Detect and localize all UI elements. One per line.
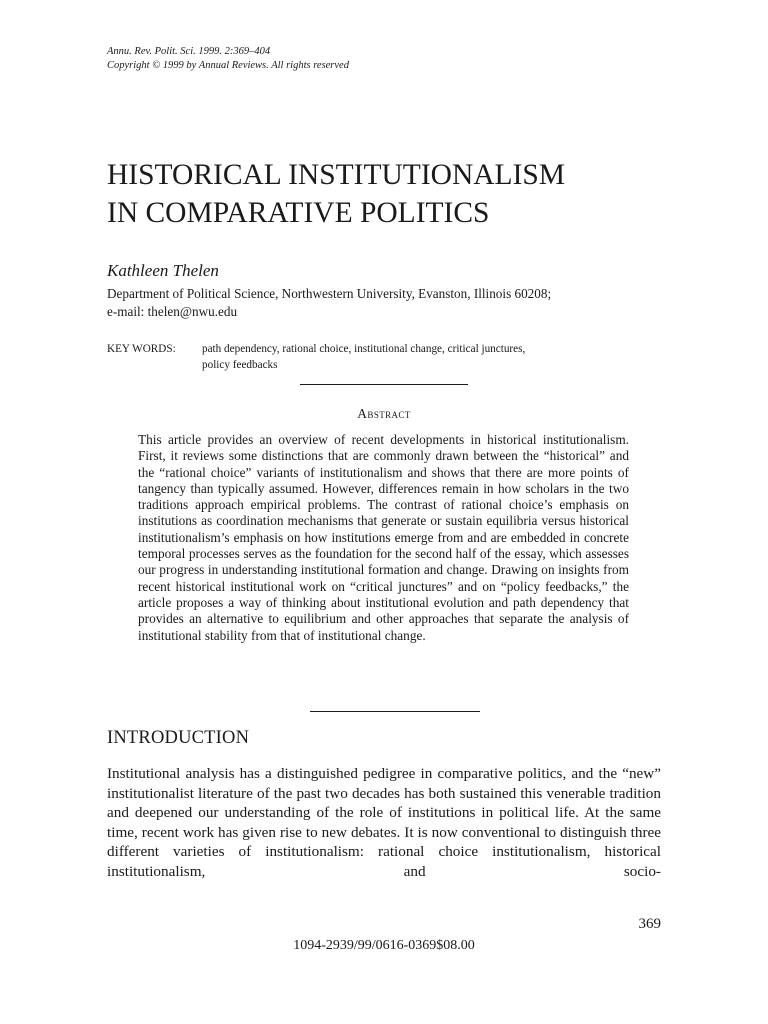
affiliation-line-2: e-mail: thelen@nwu.edu xyxy=(107,304,238,319)
abstract-text: This article provides an overview of recent developments in historical institutionalism. First, it reviews some distinctions that are commonly drawn between the “historical” and the “rational choice” variants of institutionalism and shows that there are more points of tangency than typically assumed. However, differences remain in how scholars in the two traditions approach empirical problems. The contrast of rational choice’s emphasis on institutions as coordination mechanisms that generate or sustain equilibria versus historical institutionalism’s emphasis on how institutions emerge from and are embedded in concrete temporal processes serves as the foundation for the second half of the essay, which assesses our progress in understanding institutional formation and change. Drawing on insights from recent historical institutional work on “critical junctures” and on “policy feedbacks,” the article proposes a way of thinking about institutional evolution and path dependency that provides an alternative to equilibrium and other approaches that separate the analysis of institutional stability from that of institutional change. xyxy=(138,432,629,643)
journal-header xyxy=(107,45,349,73)
keywords-line-1: path dependency, rational choice, institutional change, critical junctures, xyxy=(202,343,526,355)
keywords-label: KEY WORDS: xyxy=(107,343,176,355)
keywords-list xyxy=(202,341,642,373)
journal-citation: Annu. Rev. Polit. Sci. 1999. 2:369–404 xyxy=(107,46,271,57)
divider-top xyxy=(300,384,468,385)
introduction-paragraph: Institutional analysis has a distinguished pedigree in comparative politics, and the “new” institutionalist literature of the past two decades has both sustained this venerable tradition and deepened our understanding of the role of institutions in political life. At the same time, recent work has given rise to new debates. It is now conventional to distinguish three different varieties of institutionalism: rational choice institutionalism, historical institutionalism, and socio- xyxy=(107,765,661,880)
abstract-heading: Abstract xyxy=(357,406,411,421)
article-code: 1094-2939/99/0616-0369$08.00 xyxy=(293,938,475,953)
page-number: 369 xyxy=(638,916,661,932)
title-line-2: IN COMPARATIVE POLITICS xyxy=(107,197,490,229)
author-affiliation xyxy=(107,285,551,321)
affiliation-line-1: Department of Political Science, Northwestern University, Evanston, Illinois 60208; xyxy=(107,286,552,301)
author-name: Kathleen Thelen xyxy=(107,261,219,280)
introduction-heading: INTRODUCTION xyxy=(107,728,250,748)
article-title xyxy=(107,156,565,232)
title-line-1: HISTORICAL INSTITUTIONALISM xyxy=(107,159,566,191)
copyright-notice: Copyright © 1999 by Annual Reviews. All rights reserved xyxy=(107,60,349,71)
divider-bottom xyxy=(310,711,480,712)
keywords-line-2: policy feedbacks xyxy=(202,359,278,371)
